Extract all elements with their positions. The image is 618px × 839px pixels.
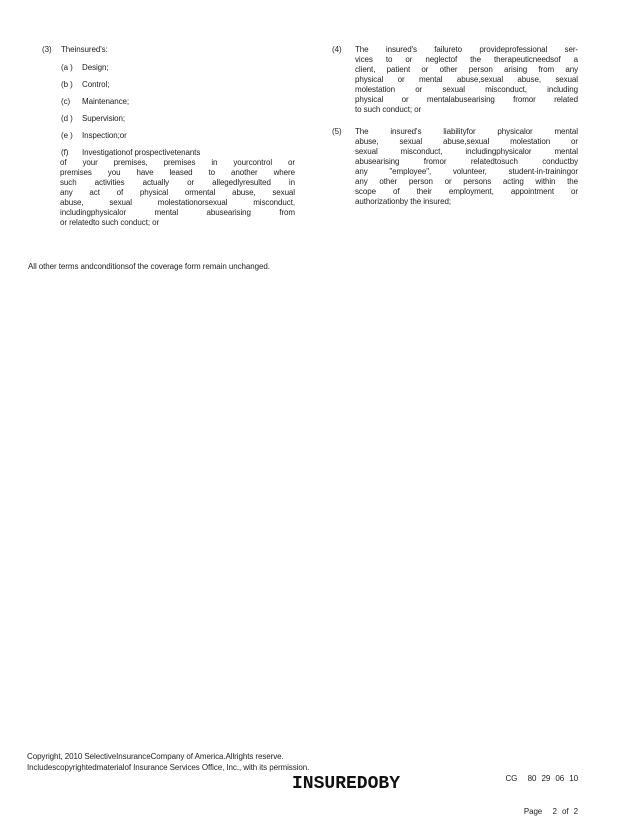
text-line: scope of their employment, appointment or [355,187,578,196]
sub-item-marker: (c) [61,97,71,106]
list-item-4 [332,45,578,115]
sub-item-text: Control; [82,80,110,89]
sub-list-item [61,63,295,73]
sub-item-marker: (d ) [61,114,73,123]
item-5-marker: (5) [332,127,342,136]
text-line: of your premises, premises in yourcontrol or [60,158,295,167]
text-line: physical or mental abuse,sexual abuse, sexual [355,75,578,84]
right-column [332,45,578,207]
item-3-sublist [61,63,295,158]
sub-item-marker: (a ) [61,63,73,72]
page-indicator: Page 2 of 2 [523,807,578,816]
form-number-block [505,751,578,839]
form-number: CG 80 29 06 10 [505,774,578,783]
item-4-paragraph [355,45,578,115]
text-line: The insured's failureto provideprofessional ser- [355,45,578,54]
copyright-block [27,751,309,773]
sub-list-item [61,131,295,141]
text-line: abusearising fromor relatedtosuch conductby [355,157,578,166]
sub-list-item [61,114,295,124]
text-line: vices to or neglectof the therapeuticneedsof a [355,55,578,64]
item-3-heading [42,45,295,55]
closing-statement: All other terms andconditionsof the coverage form remain unchanged. [28,262,270,271]
text-line: includingphysicalor mental abusearising from [60,208,295,217]
sub-item-marker: (b ) [61,80,73,89]
item-4-marker: (4) [332,45,342,54]
list-item-3 [42,45,295,228]
text-line: molestation or sexual misconduct, including [355,85,578,94]
text-line: physical or mentalabusearising fromor related [355,95,578,104]
text-line: any other person or persons acting within the [355,177,578,186]
sub-item-text: Supervision; [82,114,126,123]
sub-item-marker: (e ) [61,131,73,140]
text-line: any act of physical ormental abuse, sexual [60,188,295,197]
list-item-5 [332,127,578,207]
text-line: sexual misconduct, includingphysicalor mental [355,147,578,156]
insured-copy-stamp: INSUREDOBY [292,774,401,794]
text-line: The insured's liabilityfor physicalor mental [355,127,578,136]
sub-item-text: Maintenance; [82,97,130,106]
sub-list-item [61,148,295,158]
copyright-line-1: Copyright, 2010 SelectiveInsuranceCompany of America.Allrights reserve. [27,752,284,761]
sub-item-marker: (f) [61,148,69,157]
text-line: to such conduct; or [355,105,422,114]
left-column [42,45,295,228]
text-line: abuse, sexual molestationorsexual misconduct, [60,198,295,207]
text-line: such activities actually or allegedlyresulted in [60,178,295,187]
item-3-title: Theinsured's: [61,45,108,54]
text-line: any "employee", volunteer, student-in-trainingor [355,167,578,176]
text-line: or relatedto such conduct; or [60,218,160,227]
sub-list-item [61,97,295,107]
item-5-paragraph [355,127,578,207]
text-line: authorizationby the insured; [355,197,452,206]
sub-item-text: Design; [82,63,109,72]
sub-item-text: Investigationof prospectivetenants [82,148,201,157]
text-line: client, patient or other person arising from any [355,65,578,74]
item-3-marker: (3) [42,45,52,54]
sub-list-item [61,80,295,90]
copyright-line-2: Includescopyrightedmaterialof Insurance Services Office, Inc., with its permission. [27,763,310,772]
sub-item-text: Inspection;or [82,131,127,140]
text-line: premises you have leased to another where [60,168,295,177]
text-line: abuse, sexual abuse,sexual molestation or [355,137,578,146]
item-3-continuation-paragraph [60,158,295,228]
